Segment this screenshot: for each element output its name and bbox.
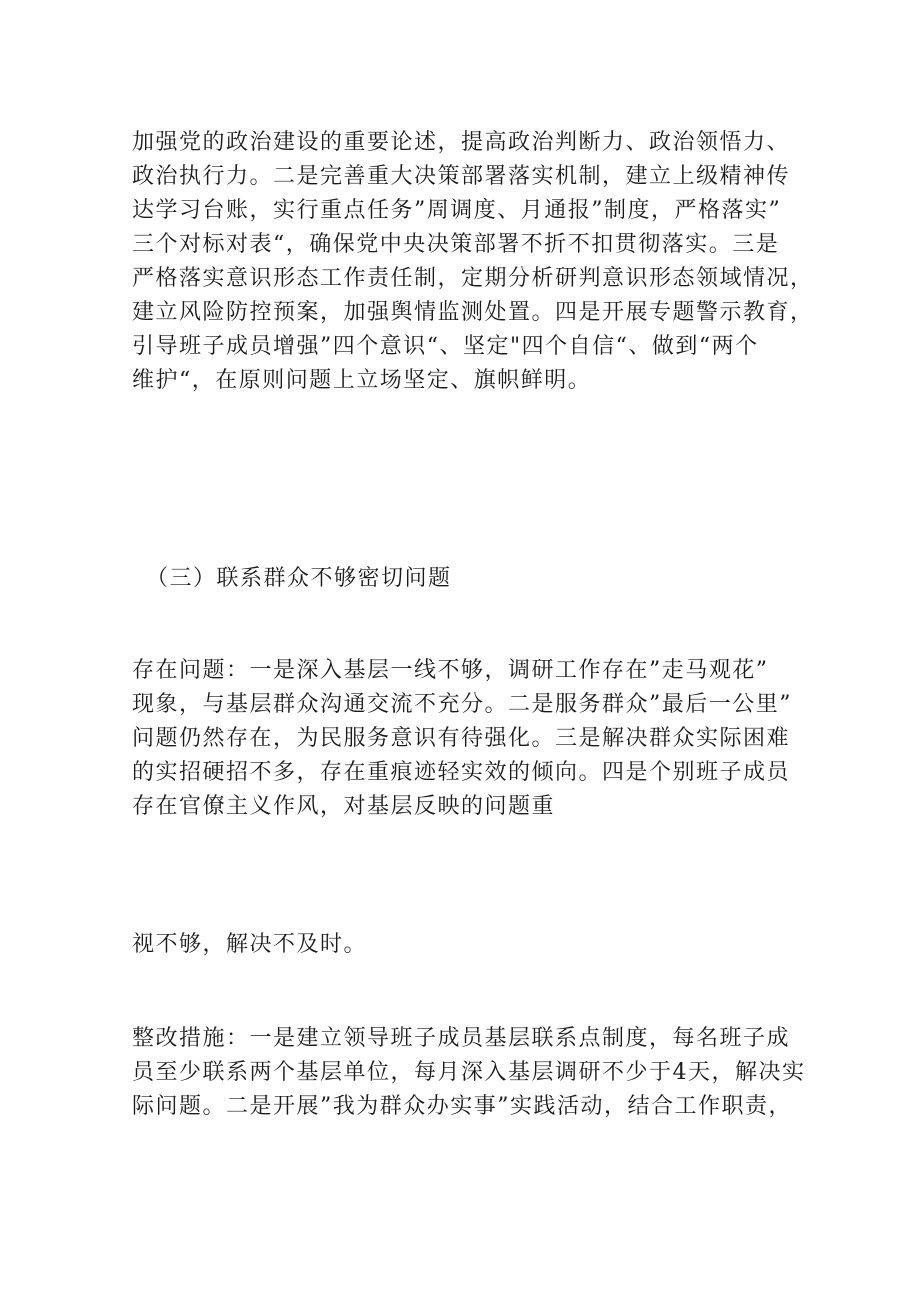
paragraph-continuation — [132, 928, 794, 962]
text-line: 问题仍然存在，为民服务意识有待强化。三是解决群众实际困难 — [132, 726, 791, 751]
text-line: 存在官僚主义作风，对基层反映的问题重 — [132, 794, 556, 819]
text-line: 建立风险防控预案，加强舆情监测处置。四是开展专题警示教育， — [132, 300, 814, 325]
paragraph-party-building — [132, 126, 814, 398]
text-line: 整改措施：一是建立领导班子成员基层联系点制度，每名班子成 — [132, 1026, 791, 1051]
text-line: 维护“，在原则问题上立场坚定、旗帜鲜明。 — [132, 368, 592, 393]
section-heading: （三）联系群众不够密切问题 — [146, 566, 452, 591]
text-line: 加强党的政治建设的重要论述，提高政治判断力、政治领悟力、 — [132, 130, 791, 155]
paragraph-rectification-measures — [132, 1022, 806, 1124]
text-line: 际问题。二是开展”我为群众办实事”实践活动，结合工作职责， — [132, 1094, 792, 1119]
paragraph-existing-problems — [132, 654, 794, 824]
text-line: 现象，与基层群众沟通交流不充分。二是服务群众”最后一公里” — [132, 692, 792, 717]
text-line: 视不够，解决不及时。 — [132, 932, 368, 957]
text-line: 三个对标对表“，确保党中央决策部署不折不扣贯彻落实。三是 — [132, 232, 780, 257]
text-line: 严格落实意识形态工作责任制，定期分析研判意识形态领域情况， — [132, 266, 814, 291]
text-line: 员至少联系两个基层单位，每月深入基层调研不少于4天，解决实 — [132, 1060, 806, 1085]
text-line: 达学习台账，实行重点任务”周调度、月通报”制度，严格落实” — [132, 198, 782, 223]
text-line: 引导班子成员增强”四个意识“、坚定"四个自信“、做到“两个 — [132, 334, 759, 359]
text-line: 政治执行力。二是完善重大决策部署落实机制，建立上级精神传 — [132, 164, 791, 189]
text-line: 存在问题：一是深入基层一线不够，调研工作存在”走马观花” — [132, 658, 769, 683]
text-line: 的实招硬招不多，存在重痕迹轻实效的倾向。四是个别班子成员 — [132, 760, 791, 785]
